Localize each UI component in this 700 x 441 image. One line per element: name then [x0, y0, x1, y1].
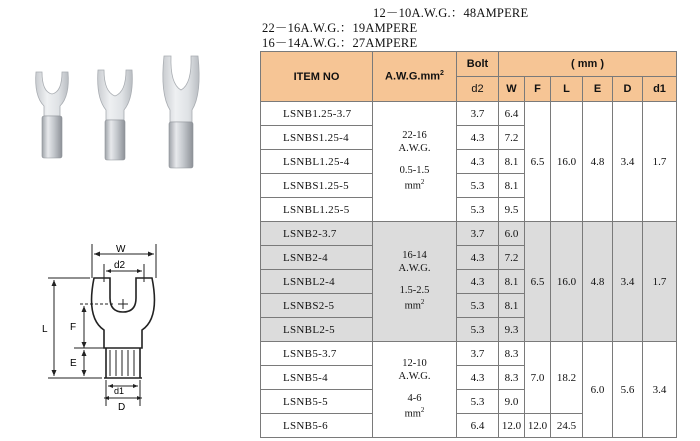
cell-d2: 6.4	[457, 414, 499, 438]
cell-l-group-1: 16.0	[551, 102, 583, 222]
cell-d2: 3.7	[457, 222, 499, 246]
th-awg-text: A.W.G.mm	[385, 70, 441, 83]
cell-d2: 5.3	[457, 390, 499, 414]
mm-sup: 2	[420, 297, 425, 306]
cell-item: LSNB5-5	[261, 390, 373, 414]
th-d1: d1	[643, 77, 677, 102]
cell-d2: 5.3	[457, 198, 499, 222]
terminal-medium	[98, 70, 133, 160]
th-f: F	[525, 77, 551, 102]
th-e: E	[583, 77, 613, 102]
cell-w: 8.1	[499, 150, 525, 174]
cell-item: LSNBL1.25-5	[261, 198, 373, 222]
cell-w: 7.2	[499, 246, 525, 270]
terminal-large	[163, 56, 199, 168]
mm-range: 1.5-2.5	[399, 285, 430, 297]
dim-label-l: L	[42, 324, 48, 335]
cell-item: LSNBS2-5	[261, 294, 373, 318]
cell-l-group-3a: 18.2	[551, 342, 583, 414]
dim-label-d: D	[118, 402, 126, 413]
cell-d2: 4.3	[457, 246, 499, 270]
cell-w: 9.0	[499, 390, 525, 414]
cell-d-group-1: 3.4	[613, 102, 643, 222]
cell-w: 9.5	[499, 198, 525, 222]
cell-l-group-2: 16.0	[551, 222, 583, 342]
table-row	[261, 342, 677, 366]
dim-label-e: E	[70, 358, 77, 369]
cell-d2: 5.3	[457, 318, 499, 342]
mm-unit: mm	[404, 180, 421, 192]
cell-item: LSNBL2-4	[261, 270, 373, 294]
cell-item: LSNB2-4	[261, 246, 373, 270]
awg-range: 12-10	[402, 358, 427, 370]
cell-w: 8.3	[499, 366, 525, 390]
terminal-small	[36, 72, 69, 158]
dim-label-d2: d2	[114, 260, 126, 271]
rating-line-16-14	[262, 33, 417, 51]
mm-sup: 2	[420, 177, 425, 186]
cell-d2: 4.3	[457, 366, 499, 390]
cell-w: 8.1	[499, 270, 525, 294]
cell-awg-group-3	[373, 342, 457, 438]
cell-d-group-3: 5.6	[613, 342, 643, 438]
cell-d2: 4.3	[457, 150, 499, 174]
rating-sep: ：	[339, 36, 353, 50]
dim-label-d1: d1	[114, 386, 125, 396]
cell-item: LSNBL2-5	[261, 318, 373, 342]
table-row	[261, 222, 677, 246]
th-awg-sup: 2	[440, 70, 444, 78]
header-row-1	[261, 52, 677, 77]
cell-awg-group-1	[373, 102, 457, 222]
cell-item: LSNBL1.25-4	[261, 150, 373, 174]
cell-item: LSNB2-3.7	[261, 222, 373, 246]
cell-item: LSNB5-3.7	[261, 342, 373, 366]
awg-range: 16-14	[402, 250, 427, 262]
table-row	[261, 102, 677, 126]
cell-e-group-2: 4.8	[583, 222, 613, 342]
cell-d1-group-2: 1.7	[643, 222, 677, 342]
mm-unit: mm	[404, 408, 421, 420]
mm-sup: 2	[420, 405, 425, 414]
cell-f-group-2: 6.5	[525, 222, 551, 342]
cell-e-group-1: 4.8	[583, 102, 613, 222]
cell-d2: 3.7	[457, 102, 499, 126]
cell-item: LSNB5-6	[261, 414, 373, 438]
th-l: L	[551, 77, 583, 102]
cell-e-group-3: 6.0	[583, 342, 613, 438]
rating-amp: 48AMPERE	[463, 6, 529, 20]
th-d: D	[613, 77, 643, 102]
th-w: W	[499, 77, 525, 102]
cell-w: 6.4	[499, 102, 525, 126]
th-bolt: Bolt	[457, 52, 499, 77]
cell-awg-group-2	[373, 222, 457, 342]
th-item-no: ITEM NO	[261, 52, 373, 102]
cell-d1-group-1: 1.7	[643, 102, 677, 222]
rating-sep: ：	[339, 21, 353, 35]
th-mm: ( mm )	[499, 52, 677, 77]
rating-amp: 19AMPERE	[352, 21, 418, 35]
mm-range: 4-6	[407, 393, 422, 405]
rating-amp: 27AMPERE	[352, 36, 418, 50]
cell-item: LSNB5-4	[261, 366, 373, 390]
cell-d2: 3.7	[457, 342, 499, 366]
cell-f-group-3a: 7.0	[525, 342, 551, 414]
cell-w: 6.0	[499, 222, 525, 246]
cell-item: LSNBS1.25-5	[261, 174, 373, 198]
cell-f-group-3b: 12.0	[525, 414, 551, 438]
cell-w: 7.2	[499, 126, 525, 150]
mm-range: 0.5-1.5	[399, 165, 430, 177]
cell-w: 8.1	[499, 174, 525, 198]
cell-f-group-1: 6.5	[525, 102, 551, 222]
cell-item: LSNBS1.25-4	[261, 126, 373, 150]
dim-label-w: W	[116, 244, 126, 255]
awg-unit: A.W.G.	[398, 370, 431, 382]
awg-unit: A.W.G.	[398, 262, 431, 274]
cell-w: 8.3	[499, 342, 525, 366]
product-photo	[20, 48, 210, 178]
rating-sep: ：	[450, 6, 464, 20]
cell-d2: 5.3	[457, 294, 499, 318]
cell-w: 12.0	[499, 414, 525, 438]
cell-l-group-3b: 24.5	[551, 414, 583, 438]
dimension-diagram	[30, 238, 190, 413]
rating-gauge: 16－14A.W.G.	[262, 36, 340, 50]
cell-d2: 5.3	[457, 174, 499, 198]
mm-unit: mm	[404, 300, 421, 312]
cell-w: 8.1	[499, 294, 525, 318]
cell-d2: 4.3	[457, 126, 499, 150]
th-awg	[373, 52, 457, 102]
dim-label-f: F	[70, 322, 77, 333]
th-d2: d2	[457, 77, 499, 102]
rating-gauge: 12－10A.W.G.	[373, 6, 451, 20]
cell-d1-group-3: 3.4	[643, 342, 677, 438]
cell-d-group-2: 3.4	[613, 222, 643, 342]
cell-d2: 4.3	[457, 270, 499, 294]
awg-unit: A.W.G.	[398, 142, 431, 154]
cell-w: 9.3	[499, 318, 525, 342]
cell-item: LSNB1.25-3.7	[261, 102, 373, 126]
awg-range: 22-16	[402, 130, 427, 142]
rating-gauge: 22－16A.W.G.	[262, 21, 340, 35]
spec-table	[260, 51, 677, 438]
